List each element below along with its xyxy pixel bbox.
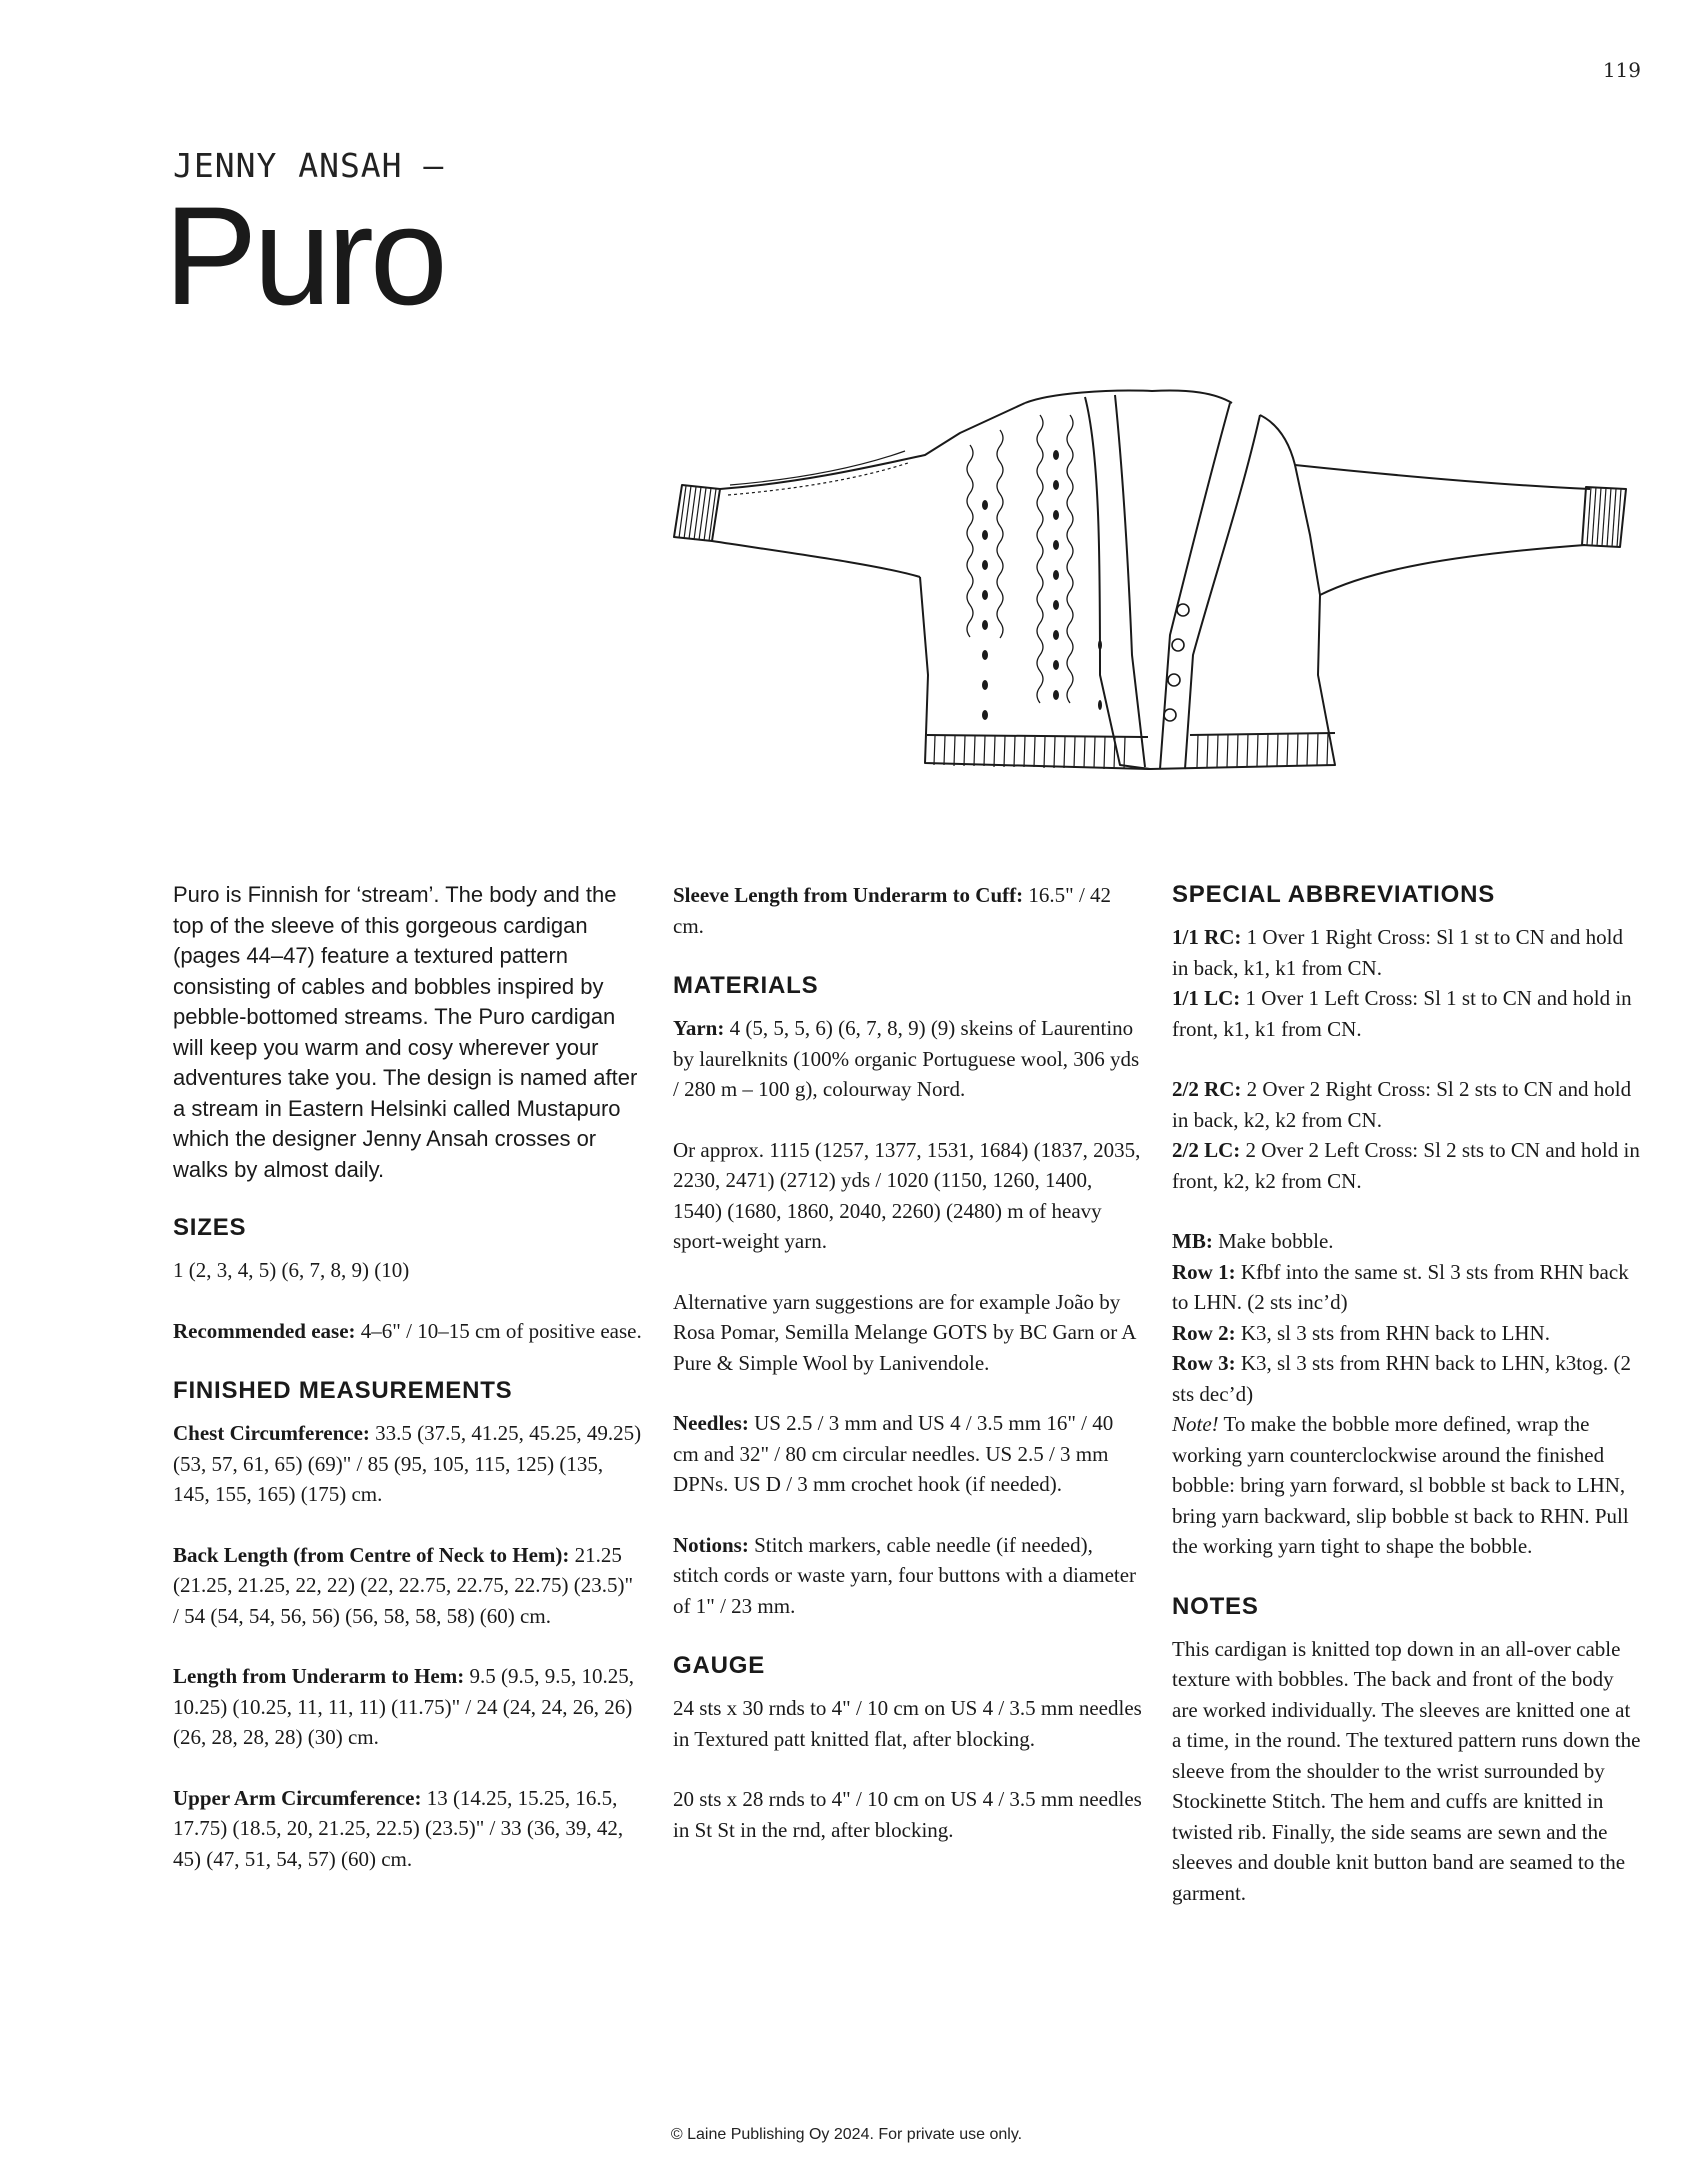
row-value: K3, sl 3 sts from RHN back to LHN, k3tog. (2 sts dec’d) [1172,1351,1632,1406]
measurement-label: Upper Arm Circumference: [173,1785,422,1810]
cardigan-illustration [670,385,1630,770]
measurement-item [173,1540,643,1632]
abbrev-value: 1 Over 1 Left Cross: Sl 1 st to CN and hold in front, k1, k1 from CN. [1172,986,1632,1041]
note-label: Note! [1172,1412,1219,1436]
abbrev-1-1-cables [1172,922,1642,1044]
abbrev-label: 2/2 RC: [1172,1077,1242,1101]
ease-value: 4–6" / 10–15 cm of positive ease. [355,1318,642,1343]
abbrev-value: 2 Over 2 Left Cross: Sl 2 sts to CN and hold in front, k2, k2 from CN. [1172,1138,1640,1193]
needles-value: US 2.5 / 3 mm and US 4 / 3.5 mm 16" / 40 cm and 32" / 80 cm circular needles. US 2.5 / 3 mm DPNs. US D / 3 mm crochet hook (if needed). [673,1411,1114,1496]
needles-paragraph [673,1408,1143,1500]
designer-name: JENNY ANSAH – [173,146,445,185]
measurement-value: 16.5" / 42 cm. [673,883,1112,938]
page-number: 119 [1602,58,1641,82]
note-value: To make the bobble more defined, wrap the working yarn counterclockwise around the finished bobble: bring yarn forward, sl bobble st back to LHN, bring yarn backward, slip bobble st back to RHN. Pull the working yarn tight to shape the bobble. [1172,1412,1629,1558]
abbrev-value: Make bobble. [1212,1229,1334,1253]
needles-label: Needles: [673,1411,749,1435]
measurement-label: Sleeve Length from Underarm to Cuff: [673,883,1024,907]
row-label: Row 3: [1172,1351,1236,1375]
abbrev-value: 1 Over 1 Right Cross: Sl 1 st to CN and hold in back, k1, k1 from CN. [1172,925,1623,980]
copyright-footer: © Laine Publishing Oy 2024. For private use only. [670,2126,1023,2143]
measurement-value: 33.5 (37.5, 41.25, 45.25, 49.25) (53, 57, 61, 65) (69)" / 85 (95, 105, 115, 125) (135, 145, 155, 165) (175) cm. [173,1421,642,1506]
notes-paragraph: This cardigan is knitted top down in an all-over cable texture with bobbles. The back and front of the body are worked individually. The sleeves are knitted one at a time, in the round. The textured pattern runs down the sleeve from the shoulder to the wrist surrounded by Stockinette Stitch. The hem and cuffs are knitted in twisted rib. Finally, the side seams are sewn and the sleeves and double knit button band are seamed to the garment. [1172,1636,1641,1905]
row-label: Row 2: [1172,1320,1236,1345]
ease-label: Recommended ease: [173,1318,356,1343]
yarn-paragraph [673,1013,1143,1105]
measurement-label: Chest Circumference: [173,1421,370,1445]
row-value: K3, sl 3 sts from RHN back to LHN. [1235,1320,1550,1345]
yarn-value: 4 (5, 5, 5, 6) (6, 7, 8, 9) (9) skeins of Laurentino by laurelknits (100% organic Portuguese wool, 306 yds / 280 m – 100 g), colourway Nord. [673,1016,1140,1101]
abbrev-value: 2 Over 2 Right Cross: Sl 2 sts to CN and hold in back, k2, k2 from CN. [1172,1077,1632,1132]
yarn-approx-paragraph: Or approx. 1115 (1257, 1377, 1531, 1684) (1837, 2035, 2230, 2471) (2712) yds / 1020 (1150, 1260, 1400, 1540) (1680, 1860, 2040, 2260) (2480) m of heavy sport-weight yarn. [673,1137,1141,1253]
measurement-label: Length from Underarm to Hem: [173,1664,465,1688]
notions-label: Notions: [673,1532,749,1557]
sizes-heading: SIZES [173,1214,247,1241]
notions-value: Stitch markers, cable needle (if needed), stitch cords or waste yarn, four buttons with a diameter of 1" / 23 mm. [673,1532,1137,1618]
notes-heading: NOTES [1172,1592,1259,1620]
measurement-item [173,1783,643,1875]
materials-heading: MATERIALS [673,972,819,999]
finished-measurements-heading: FINISHED MEASUREMENTS [173,1377,513,1404]
column-left [173,880,643,1874]
measurement-value: 13 (14.25, 15.25, 16.5, 17.75) (18.5, 20, 21.25, 22.5) (23.5)" / 33 (36, 39, 42, 45) (47, 51, 54, 57) (60) cm. [173,1785,624,1871]
abbrev-label: 1/1 RC: [1172,925,1242,949]
row-value: Kfbf into the same st. Sl 3 sts from RHN back to LHN. (2 sts inc’d) [1172,1259,1629,1314]
measurement-value: 21.25 (21.25, 21.25, 22, 22) (22, 22.75, 22.75, 22.75) (23.5)" / 54 (54, 54, 56, 56) (56, 58, 58, 58) (60) cm. [173,1542,634,1628]
abbrev-label: MB: [1172,1229,1213,1253]
abbrev-label: 2/2 LC: [1172,1138,1241,1162]
notions-paragraph [673,1530,1143,1622]
measurement-item [673,880,1143,941]
column-middle [673,880,1143,1845]
yarn-alternatives-paragraph: Alternative yarn suggestions are for example João by Rosa Pomar, Semilla Melange GOTS by BC Garn or A Pure & Simple Wool by Lanivendole. [673,1289,1136,1375]
abbrev-bobble [1172,1226,1642,1562]
measurement-label: Back Length (from Centre of Neck to Hem): [173,1542,570,1567]
gauge-stockinette: 20 sts x 28 rnds to 4" / 10 cm on US 4 / 3.5 mm needles in St St in the rnd, after blocking. [673,1787,1142,1842]
column-right [1172,880,1642,1908]
abbrev-2-2-cables [1172,1074,1642,1196]
measurement-item [173,1418,643,1510]
measurement-value: 9.5 (9.5, 9.5, 10.25, 10.25) (10.25, 11, 11, 11) (11.75)" / 24 (24, 24, 26, 26) (26, 28, 28, 28) (30) cm. [173,1664,634,1749]
pattern-title: Puro [164,177,444,334]
sizes-list: 1 (2, 3, 4, 5) (6, 7, 8, 9) (10) [173,1258,410,1282]
yarn-label: Yarn: [673,1016,725,1040]
gauge-textured: 24 sts x 30 rnds to 4" / 10 cm on US 4 / 3.5 mm needles in Textured patt knitted flat, after blocking. [673,1696,1142,1751]
measurement-item [173,1661,643,1753]
abbreviations-heading: SPECIAL ABBREVIATIONS [1172,881,1496,908]
intro-paragraph: Puro is Finnish for ‘stream’. The body and the top of the sleeve of this gorgeous cardigan (pages 44–47) feature a textured pattern consisting of cables and bobbles inspired by pebble-bottomed streams. The Puro cardigan will keep you warm and cosy wherever your adventures take you. The design is named after a stream in Eastern Helsinki called Mustapuro which the designer Jenny Ansah crosses or walks by almost daily. [173,882,638,1182]
gauge-heading: GAUGE [673,1652,766,1679]
abbrev-label: 1/1 LC: [1172,986,1241,1010]
row-label: Row 1: [1172,1259,1236,1284]
recommended-ease [173,1316,643,1347]
